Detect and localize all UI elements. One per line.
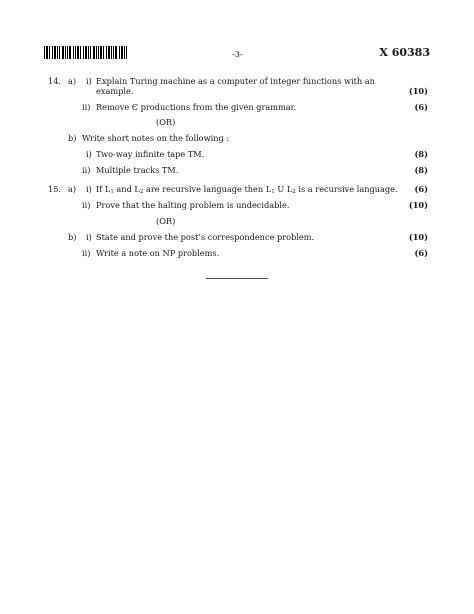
marks: (6) <box>414 184 428 194</box>
part-label: b) <box>68 133 77 143</box>
subpart-label: i) <box>86 149 92 159</box>
question-text: Multiple tracks TM. <box>96 165 179 175</box>
subpart-label: ii) <box>82 165 91 175</box>
question-text: State and prove the post’s correspondence problem. <box>96 232 315 242</box>
subpart-label: ii) <box>82 102 91 112</box>
marks: (10) <box>408 86 428 96</box>
question-text: Explain Turing machine as a computer of integer functions with an <box>96 76 375 86</box>
subpart-label: i) <box>86 76 92 86</box>
marks: (10) <box>408 232 428 242</box>
question-text: Two-way infinite tape TM. <box>96 149 205 159</box>
part-label: b) <box>68 232 77 242</box>
question-text: Write short notes on the following : <box>82 133 230 143</box>
or-separator: (OR) <box>156 216 176 226</box>
question-text-continued: example. <box>96 86 134 96</box>
subpart-label: i) <box>86 184 92 194</box>
end-divider <box>206 278 268 279</box>
marks: (6) <box>414 102 428 112</box>
subpart-label: i) <box>86 232 92 242</box>
marks: (8) <box>414 165 428 175</box>
marks: (6) <box>414 248 428 258</box>
question-text: Write a note on NP problems. <box>96 248 220 258</box>
page-number: -3- <box>232 50 243 59</box>
question-text: Remove Є productions from the given grammar. <box>96 102 297 112</box>
barcode <box>44 46 127 59</box>
question-number: 15. <box>48 184 62 194</box>
part-label: a) <box>68 76 77 86</box>
subpart-label: ii) <box>82 248 91 258</box>
or-separator: (OR) <box>156 117 176 127</box>
part-label: a) <box>68 184 77 194</box>
question-number: 14. <box>48 76 62 86</box>
marks: (10) <box>408 200 428 210</box>
subpart-label: ii) <box>82 200 91 210</box>
paper-code: X 60383 <box>379 46 430 59</box>
marks: (8) <box>414 149 428 159</box>
question-text: Prove that the halting problem is undecidable. <box>96 200 290 210</box>
question-text: If $L_1$ and $L_2$ are recursive language then $L_1$ U $L_2$ is a recursive language. <box>96 184 398 195</box>
